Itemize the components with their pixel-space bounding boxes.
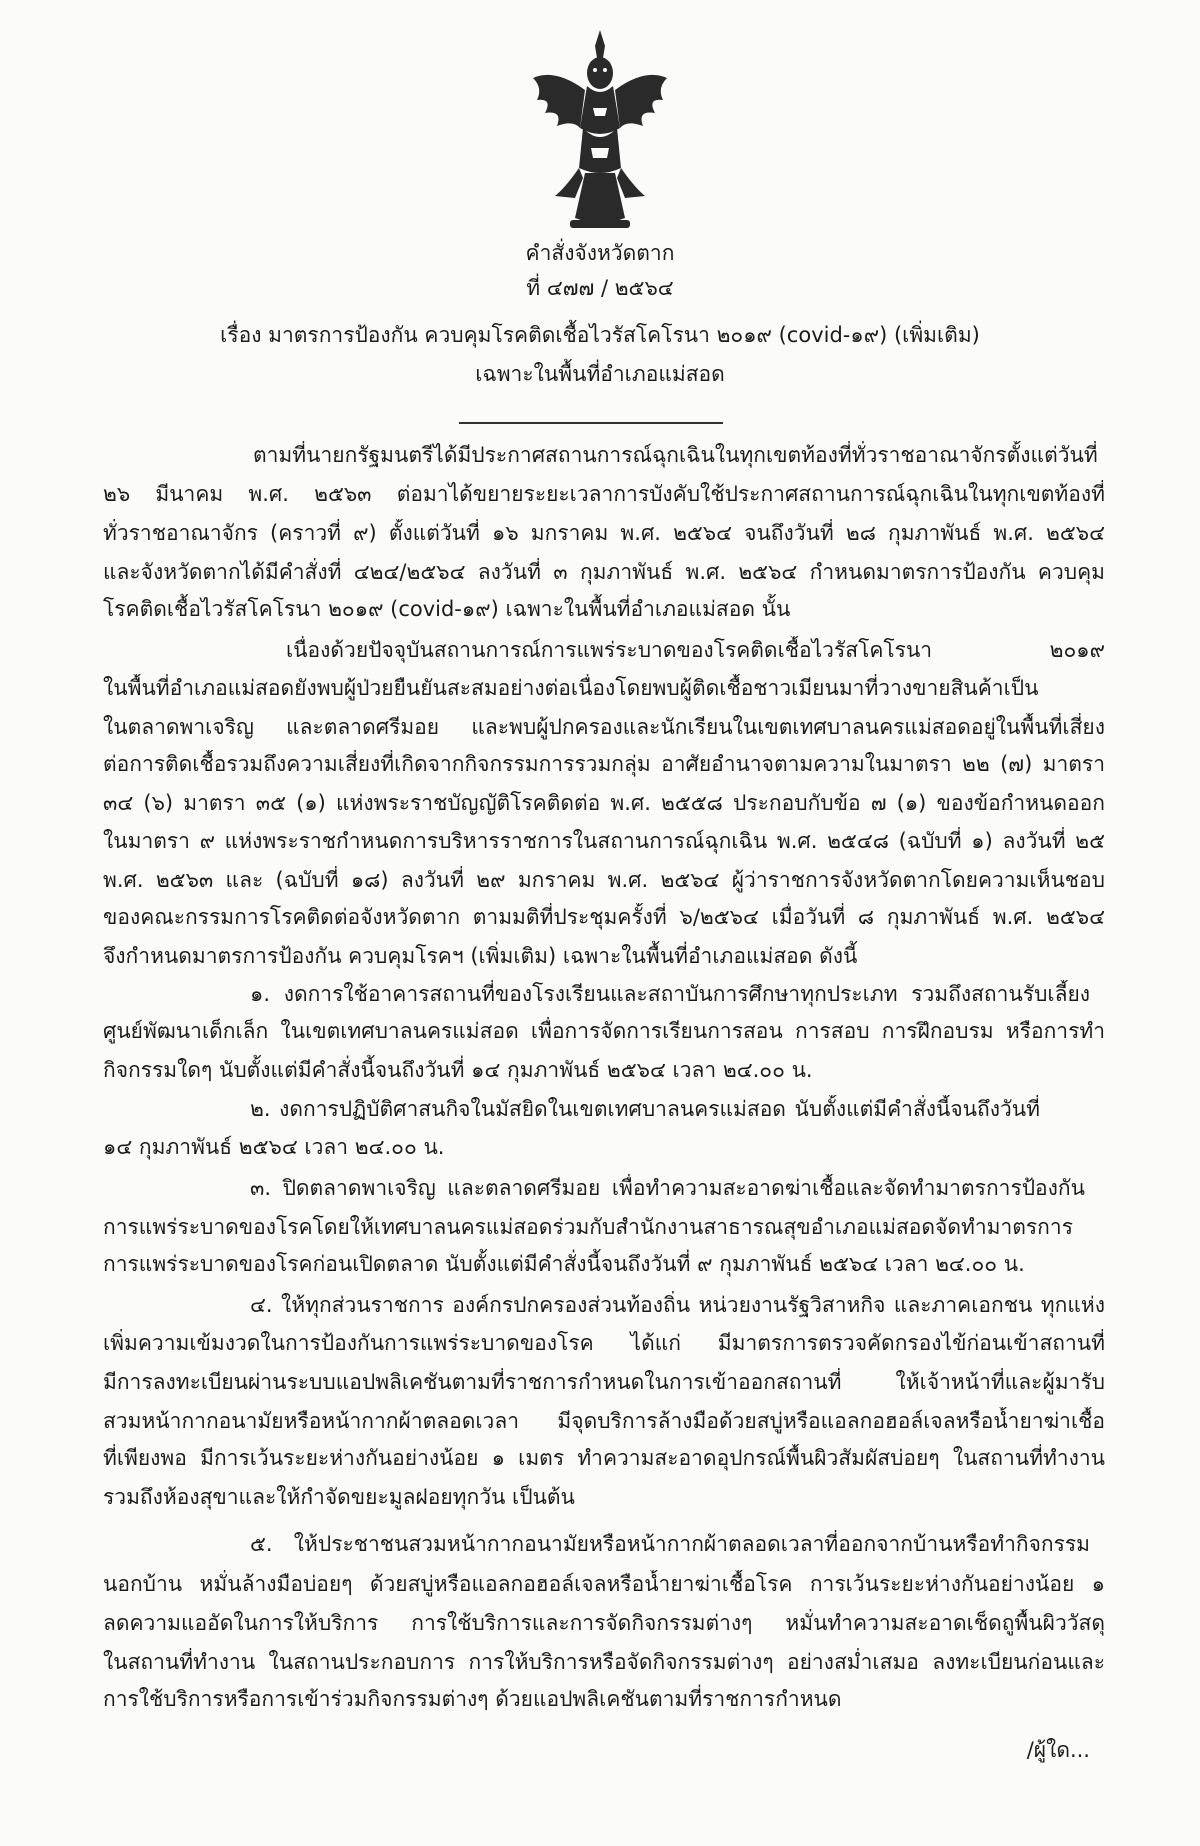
title-divider xyxy=(459,422,723,424)
item-3-line: การแพร่ระบาดของโรคโดยให้เทศบาลนครแม่สอดร่วมกับสำนักงานสาธารณสุขอำเภอแม่สอดจัดทำมาตรการ xyxy=(103,1215,1073,1239)
paragraph-line: ของคณะกรรมการโรคติดต่อจังหวัดตาก ตามมติที่ประชุมครั้งที่ ๖/๒๕๖๔ เมื่อวันที่ ๘ กุมภาพันธ์ พ.ศ. ๒๕๖๔ xyxy=(103,905,1105,929)
paragraph-line: พ.ศ. ๒๕๖๓ และ (ฉบับที่ ๑๘) ลงวันที่ ๒๙ มกราคม พ.ศ. ๒๕๖๔ ผู้ว่าราชการจังหวัดตากโดยความเห็นชอบ xyxy=(103,868,1105,892)
paragraph-line: ๒๖ มีนาคม พ.ศ. ๒๕๖๓ ต่อมาได้ขยายระยะเวลาการบังคับใช้ประกาศสถานการณ์ฉุกเฉินในทุกเขตท้องที่ xyxy=(103,482,1105,506)
order-title: คำสั่งจังหวัดตาก xyxy=(525,241,675,265)
item-1-line: ศูนย์พัฒนาเด็กเล็ก ในเขตเทศบาลนครแม่สอด เพื่อการจัดการเรียนการสอน การสอบ การฝึกอบรม หรือการทำ xyxy=(103,1019,1105,1043)
item-5-line: ลดความแออัดในการให้บริการ การใช้บริการและการจัดกิจกรรมต่างๆ หมั่นทำความสะอาดเช็ดถูพื้นผิววัสดุ xyxy=(103,1611,1105,1635)
paragraph-line: ตามที่นายกรัฐมนตรีได้มีประกาศสถานการณ์ฉุกเฉินในทุกเขตท้องที่ทั่วราชอาณาจักรตั้งแต่วันที่ xyxy=(253,443,1098,467)
order-subject-area: เฉพาะในพื้นที่อำเภอแม่สอด xyxy=(475,362,725,386)
item-4-line: ๔. ให้ทุกส่วนราชการ องค์กรปกครองส่วนท้องถิ่น หน่วยงานรัฐวิสาหกิจ และภาคเอกชน ทุกแห่ง xyxy=(250,1293,1105,1317)
item-4-line: รวมถึงห้องสุขาและให้กำจัดขยะมูลฝอยทุกวัน เป็นต้น xyxy=(103,1485,575,1509)
item-4-line: มีการลงทะเบียนผ่านระบบแอปพลิเคชันตามที่ราชการกำหนดในการเข้าออกสถานที่ ให้เจ้าหน้าที่และผู้มารับ xyxy=(103,1370,1105,1394)
item-3-line: การแพร่ระบาดของโรคก่อนเปิดตลาด นับตั้งแต่มีคำสั่งนี้จนถึงวันที่ ๙ กุมภาพันธ์ ๒๕๖๔ เวลา ๒๔.๐๐ น. xyxy=(103,1252,1025,1276)
item-5-line: ๕. ให้ประชาชนสวมหน้ากากอนามัยหรือหน้ากากผ้าตลอดเวลาที่ออกจากบ้านหรือทำกิจกรรม xyxy=(250,1532,1090,1556)
item-1-line: กิจกรรมใดๆ นับตั้งแต่มีคำสั่งนี้จนถึงวันที่ ๑๔ กุมภาพันธ์ ๒๕๖๔ เวลา ๒๔.๐๐ น. xyxy=(103,1058,813,1082)
item-4-line: สวมหน้ากากอนามัยหรือหน้ากากผ้าตลอดเวลา มีจุดบริการล้างมือด้วยสบู่หรือแอลกอฮอล์เจลหรือน้ำยาฆ่าเชื้อ xyxy=(103,1409,1105,1433)
paragraph-line: ต่อการติดเชื้อรวมถึงความเสี่ยงที่เกิดจากกิจกรรมการรวมกลุ่ม อาศัยอำนาจตามความในมาตรา ๒๒ (๗) มาตรา xyxy=(103,752,1105,776)
order-number: ที่ ๔๗๗ / ๒๕๖๔ xyxy=(526,276,674,300)
paragraph-line: จึงกำหนดมาตรการป้องกัน ควบคุมโรคฯ (เพิ่มเติม) เฉพาะในพื้นที่อำเภอแม่สอด ดังนี้ xyxy=(103,944,858,968)
paragraph-line: และจังหวัดตากได้มีคำสั่งที่ ๔๒๔/๒๕๖๔ ลงวันที่ ๓ กุมภาพันธ์ พ.ศ. ๒๕๖๔ กำหนดมาตรการป้องกัน ควบคุม xyxy=(103,560,1105,584)
paragraph-line: ทั่วราชอาณาจักร (คราวที่ ๙) ตั้งแต่วันที่ ๑๖ มกราคม พ.ศ. ๒๕๖๔ จนถึงวันที่ ๒๘ กุมภาพันธ์ พ.ศ. ๒๕๖๔ xyxy=(103,521,1105,545)
paragraph-line: เนื่องด้วยปัจจุบันสถานการณ์การแพร่ระบาดของโรคติดเชื้อไวรัสโคโรนา ๒๐๑๙ xyxy=(286,638,1105,662)
paragraph-line: ๓๔ (๖) มาตรา ๓๕ (๑) แห่งพระราชบัญญัติโรคติดต่อ พ.ศ. ๒๕๕๘ ประกอบกับข้อ ๗ (๑) ของข้อกำหนดออก xyxy=(103,791,1105,815)
paragraph-line: โรคติดเชื้อไวรัสโคโรนา ๒๐๑๙ (covid-๑๙) เฉพาะในพื้นที่อำเภอแม่สอด นั้น xyxy=(103,597,791,621)
paragraph-line: ในพื้นที่อำเภอแม่สอดยังพบผู้ป่วยยืนยันสะสมอย่างต่อเนื่องโดยพบผู้ติดเชื้อชาวเมียนมาที่วางขายสินค้าเป็น xyxy=(103,676,1039,700)
paragraph-line: ในตลาดพาเจริญ และตลาดศรีมอย และพบผู้ปกครองและนักเรียนในเขตเทศบาลนครแม่สอดอยู่ในพื้นที่เสี่ยง xyxy=(103,715,1105,739)
item-3-line: ๓. ปิดตลาดพาเจริญ และตลาดศรีมอย เพื่อทำความสะอาดฆ่าเชื้อและจัดทำมาตรการป้องกัน xyxy=(250,1176,1085,1200)
order-subject: เรื่อง มาตรการป้องกัน ควบคุมโรคติดเชื้อไวรัสโคโรนา ๒๐๑๙ (covid-๑๙) (เพิ่มเติม) xyxy=(220,323,980,347)
garuda-emblem-icon xyxy=(525,28,675,233)
item-5-line: การใช้บริการหรือการเข้าร่วมกิจกรรมต่างๆ ด้วยแอปพลิเคชันตามที่ราชการกำหนด xyxy=(103,1687,842,1711)
item-2-line: ๑๔ กุมภาพันธ์ ๒๕๖๔ เวลา ๒๔.๐๐ น. xyxy=(103,1135,445,1159)
item-5-line: นอกบ้าน หมั่นล้างมือบ่อยๆ ด้วยสบู่หรือแอลกอฮอล์เจลหรือน้ำยาฆ่าเชื้อโรค การเว้นระยะห่างกันอย่างน้อย ๑ xyxy=(103,1572,1105,1596)
paragraph-line: ในมาตรา ๙ แห่งพระราชกำหนดการบริหารราชการในสถานการณ์ฉุกเฉิน พ.ศ. ๒๕๔๘ (ฉบับที่ ๑) ลงวันที่ ๒๕ xyxy=(103,829,1105,853)
item-2-line: ๒. งดการปฏิบัติศาสนกิจในมัสยิดในเขตเทศบาลนครแม่สอด นับตั้งแต่มีคำสั่งนี้จนถึงวันที่ xyxy=(250,1097,1040,1121)
item-1-line: ๑. งดการใช้อาคารสถานที่ของโรงเรียนและสถาบันการศึกษาทุกประเภท รวมถึงสถานรับเลี้ยง xyxy=(250,982,1090,1006)
item-4-line: ที่เพียงพอ มีการเว้นระยะห่างกันอย่างน้อย ๑ เมตร ทำความสะอาดอุปกรณ์พื้นผิวสัมผัสบ่อยๆ ในสถานที่ทำงาน xyxy=(103,1446,1105,1470)
item-5-line: ในสถานที่ทำงาน ในสถานประกอบการ การให้บริการหรือจัดกิจกรรมต่างๆ อย่างสม่ำเสมอ ลงทะเบียนก่อนและ xyxy=(103,1650,1105,1674)
item-4-line: เพิ่มความเข้มงวดในการป้องกันการแพร่ระบาดของโรค ได้แก่ มีมาตรการตรวจคัดกรองไข้ก่อนเข้าสถานที่ xyxy=(103,1331,1105,1355)
page-continuation: /ผู้ใด... xyxy=(1026,1738,1090,1762)
